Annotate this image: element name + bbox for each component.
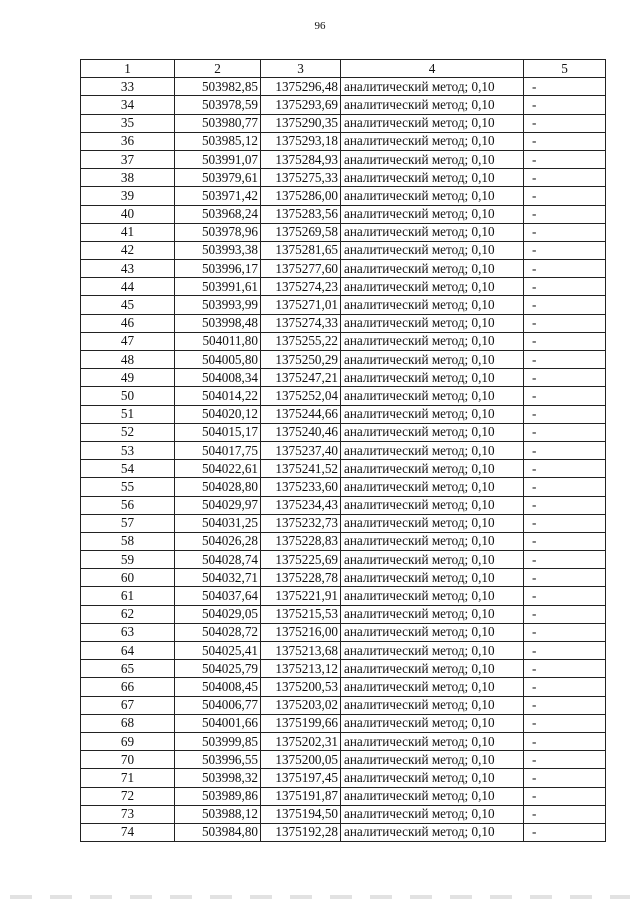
cell-x-coordinate: 504029,05 xyxy=(175,605,261,623)
cell-method-accuracy: аналитический метод; 0,10 xyxy=(341,678,524,696)
cell-y-coordinate: 1375277,60 xyxy=(261,260,341,278)
cell-note: - xyxy=(524,569,606,587)
header-col-5: 5 xyxy=(524,60,606,78)
table-row xyxy=(81,78,606,96)
cell-x-coordinate: 504001,66 xyxy=(175,714,261,732)
cell-point-number: 49 xyxy=(81,369,175,387)
cell-x-coordinate: 504017,75 xyxy=(175,441,261,459)
cell-y-coordinate: 1375200,53 xyxy=(261,678,341,696)
coordinates-table xyxy=(80,59,606,842)
cell-x-coordinate: 503978,59 xyxy=(175,96,261,114)
cell-y-coordinate: 1375228,78 xyxy=(261,569,341,587)
cell-method-accuracy: аналитический метод; 0,10 xyxy=(341,660,524,678)
table-row xyxy=(81,241,606,259)
cell-note: - xyxy=(524,460,606,478)
cell-y-coordinate: 1375202,31 xyxy=(261,732,341,750)
cell-y-coordinate: 1375192,28 xyxy=(261,823,341,841)
cell-point-number: 52 xyxy=(81,423,175,441)
cell-method-accuracy: аналитический метод; 0,10 xyxy=(341,532,524,550)
cell-y-coordinate: 1375293,18 xyxy=(261,132,341,150)
cell-note: - xyxy=(524,369,606,387)
cell-x-coordinate: 504025,79 xyxy=(175,660,261,678)
cell-method-accuracy: аналитический метод; 0,10 xyxy=(341,551,524,569)
cell-note: - xyxy=(524,823,606,841)
cell-method-accuracy: аналитический метод; 0,10 xyxy=(341,187,524,205)
cell-point-number: 68 xyxy=(81,714,175,732)
cell-y-coordinate: 1375286,00 xyxy=(261,187,341,205)
table-row xyxy=(81,187,606,205)
cell-method-accuracy: аналитический метод; 0,10 xyxy=(341,514,524,532)
table-row xyxy=(81,569,606,587)
cell-y-coordinate: 1375213,68 xyxy=(261,642,341,660)
table-row xyxy=(81,332,606,350)
cell-x-coordinate: 503996,17 xyxy=(175,260,261,278)
cell-note: - xyxy=(524,78,606,96)
cell-x-coordinate: 504031,25 xyxy=(175,514,261,532)
cell-point-number: 45 xyxy=(81,296,175,314)
cell-x-coordinate: 503978,96 xyxy=(175,223,261,241)
cell-method-accuracy: аналитический метод; 0,10 xyxy=(341,114,524,132)
cell-method-accuracy: аналитический метод; 0,10 xyxy=(341,369,524,387)
table-row xyxy=(81,551,606,569)
cell-x-coordinate: 503991,07 xyxy=(175,150,261,168)
cell-x-coordinate: 503996,55 xyxy=(175,751,261,769)
cell-x-coordinate: 503985,12 xyxy=(175,132,261,150)
cell-y-coordinate: 1375281,65 xyxy=(261,241,341,259)
cell-point-number: 40 xyxy=(81,205,175,223)
cell-note: - xyxy=(524,769,606,787)
cell-method-accuracy: аналитический метод; 0,10 xyxy=(341,296,524,314)
cell-note: - xyxy=(524,514,606,532)
cell-note: - xyxy=(524,423,606,441)
table-row xyxy=(81,460,606,478)
cell-point-number: 70 xyxy=(81,751,175,769)
table-row xyxy=(81,441,606,459)
cell-y-coordinate: 1375244,66 xyxy=(261,405,341,423)
cell-point-number: 67 xyxy=(81,696,175,714)
cell-method-accuracy: аналитический метод; 0,10 xyxy=(341,696,524,714)
cell-note: - xyxy=(524,223,606,241)
cell-y-coordinate: 1375293,69 xyxy=(261,96,341,114)
cell-y-coordinate: 1375296,48 xyxy=(261,78,341,96)
cell-method-accuracy: аналитический метод; 0,10 xyxy=(341,751,524,769)
cell-x-coordinate: 504005,80 xyxy=(175,351,261,369)
header-col-4: 4 xyxy=(341,60,524,78)
table-row xyxy=(81,623,606,641)
cell-point-number: 56 xyxy=(81,496,175,514)
table-row xyxy=(81,587,606,605)
cell-point-number: 57 xyxy=(81,514,175,532)
header-col-1: 1 xyxy=(81,60,175,78)
cell-note: - xyxy=(524,260,606,278)
page-number: 96 xyxy=(314,20,326,32)
cell-note: - xyxy=(524,623,606,641)
cell-note: - xyxy=(524,114,606,132)
cell-point-number: 71 xyxy=(81,769,175,787)
table-row xyxy=(81,805,606,823)
table-header-row xyxy=(81,60,606,78)
cell-point-number: 54 xyxy=(81,460,175,478)
cell-x-coordinate: 504026,28 xyxy=(175,532,261,550)
cell-x-coordinate: 503993,99 xyxy=(175,296,261,314)
cell-note: - xyxy=(524,478,606,496)
table-row xyxy=(81,787,606,805)
cell-point-number: 62 xyxy=(81,605,175,623)
table-row xyxy=(81,369,606,387)
table-row xyxy=(81,769,606,787)
cell-method-accuracy: аналитический метод; 0,10 xyxy=(341,623,524,641)
cell-note: - xyxy=(524,169,606,187)
cell-note: - xyxy=(524,805,606,823)
cell-method-accuracy: аналитический метод; 0,10 xyxy=(341,169,524,187)
cell-note: - xyxy=(524,714,606,732)
cell-point-number: 64 xyxy=(81,642,175,660)
cell-y-coordinate: 1375216,00 xyxy=(261,623,341,641)
cell-x-coordinate: 503980,77 xyxy=(175,114,261,132)
cell-note: - xyxy=(524,696,606,714)
cell-y-coordinate: 1375250,29 xyxy=(261,351,341,369)
cell-method-accuracy: аналитический метод; 0,10 xyxy=(341,205,524,223)
cell-method-accuracy: аналитический метод; 0,10 xyxy=(341,787,524,805)
cell-point-number: 46 xyxy=(81,314,175,332)
cell-note: - xyxy=(524,132,606,150)
cell-y-coordinate: 1375197,45 xyxy=(261,769,341,787)
cell-method-accuracy: аналитический метод; 0,10 xyxy=(341,569,524,587)
cell-x-coordinate: 504014,22 xyxy=(175,387,261,405)
cell-method-accuracy: аналитический метод; 0,10 xyxy=(341,714,524,732)
cell-note: - xyxy=(524,314,606,332)
cell-method-accuracy: аналитический метод; 0,10 xyxy=(341,387,524,405)
cell-point-number: 72 xyxy=(81,787,175,805)
cell-y-coordinate: 1375271,01 xyxy=(261,296,341,314)
cell-x-coordinate: 504008,45 xyxy=(175,678,261,696)
cell-point-number: 37 xyxy=(81,150,175,168)
cell-point-number: 36 xyxy=(81,132,175,150)
cell-note: - xyxy=(524,150,606,168)
cell-x-coordinate: 504008,34 xyxy=(175,369,261,387)
cell-method-accuracy: аналитический метод; 0,10 xyxy=(341,150,524,168)
cell-y-coordinate: 1375221,91 xyxy=(261,587,341,605)
cell-method-accuracy: аналитический метод; 0,10 xyxy=(341,605,524,623)
table-row xyxy=(81,132,606,150)
cell-point-number: 34 xyxy=(81,96,175,114)
cell-y-coordinate: 1375255,22 xyxy=(261,332,341,350)
cell-point-number: 38 xyxy=(81,169,175,187)
cell-y-coordinate: 1375194,50 xyxy=(261,805,341,823)
cell-x-coordinate: 503971,42 xyxy=(175,187,261,205)
cell-note: - xyxy=(524,405,606,423)
cell-point-number: 53 xyxy=(81,441,175,459)
cell-note: - xyxy=(524,587,606,605)
cell-point-number: 47 xyxy=(81,332,175,350)
cell-note: - xyxy=(524,387,606,405)
cell-y-coordinate: 1375215,53 xyxy=(261,605,341,623)
cell-x-coordinate: 503979,61 xyxy=(175,169,261,187)
table-row xyxy=(81,114,606,132)
cell-note: - xyxy=(524,96,606,114)
cell-x-coordinate: 503989,86 xyxy=(175,787,261,805)
cell-note: - xyxy=(524,678,606,696)
cell-x-coordinate: 504037,64 xyxy=(175,587,261,605)
cell-y-coordinate: 1375275,33 xyxy=(261,169,341,187)
table-row xyxy=(81,205,606,223)
cell-note: - xyxy=(524,278,606,296)
cell-y-coordinate: 1375274,23 xyxy=(261,278,341,296)
table-row xyxy=(81,514,606,532)
table-row xyxy=(81,660,606,678)
cell-method-accuracy: аналитический метод; 0,10 xyxy=(341,441,524,459)
table-row xyxy=(81,423,606,441)
cell-note: - xyxy=(524,351,606,369)
cell-note: - xyxy=(524,732,606,750)
cell-point-number: 44 xyxy=(81,278,175,296)
cell-point-number: 42 xyxy=(81,241,175,259)
cell-x-coordinate: 503982,85 xyxy=(175,78,261,96)
table-row xyxy=(81,823,606,841)
cell-method-accuracy: аналитический метод; 0,10 xyxy=(341,460,524,478)
table-row xyxy=(81,496,606,514)
cell-point-number: 66 xyxy=(81,678,175,696)
table-row xyxy=(81,351,606,369)
cell-x-coordinate: 504028,80 xyxy=(175,478,261,496)
cell-y-coordinate: 1375213,12 xyxy=(261,660,341,678)
table-row xyxy=(81,150,606,168)
cell-point-number: 51 xyxy=(81,405,175,423)
cell-x-coordinate: 504006,77 xyxy=(175,696,261,714)
table-row xyxy=(81,278,606,296)
cell-method-accuracy: аналитический метод; 0,10 xyxy=(341,132,524,150)
cell-note: - xyxy=(524,296,606,314)
cell-note: - xyxy=(524,751,606,769)
cell-x-coordinate: 503988,12 xyxy=(175,805,261,823)
table-row xyxy=(81,605,606,623)
table-row xyxy=(81,314,606,332)
cell-point-number: 69 xyxy=(81,732,175,750)
cell-method-accuracy: аналитический метод; 0,10 xyxy=(341,260,524,278)
scan-footer-noise xyxy=(10,895,630,899)
cell-method-accuracy: аналитический метод; 0,10 xyxy=(341,314,524,332)
table-row xyxy=(81,714,606,732)
cell-point-number: 39 xyxy=(81,187,175,205)
cell-method-accuracy: аналитический метод; 0,10 xyxy=(341,496,524,514)
cell-method-accuracy: аналитический метод; 0,10 xyxy=(341,332,524,350)
cell-method-accuracy: аналитический метод; 0,10 xyxy=(341,223,524,241)
cell-y-coordinate: 1375225,69 xyxy=(261,551,341,569)
cell-x-coordinate: 504015,17 xyxy=(175,423,261,441)
table-row xyxy=(81,260,606,278)
cell-y-coordinate: 1375283,56 xyxy=(261,205,341,223)
cell-x-coordinate: 504025,41 xyxy=(175,642,261,660)
table-row xyxy=(81,751,606,769)
cell-method-accuracy: аналитический метод; 0,10 xyxy=(341,423,524,441)
cell-y-coordinate: 1375234,43 xyxy=(261,496,341,514)
cell-method-accuracy: аналитический метод; 0,10 xyxy=(341,769,524,787)
cell-method-accuracy: аналитический метод; 0,10 xyxy=(341,732,524,750)
cell-point-number: 59 xyxy=(81,551,175,569)
cell-point-number: 63 xyxy=(81,623,175,641)
cell-y-coordinate: 1375233,60 xyxy=(261,478,341,496)
cell-x-coordinate: 504032,71 xyxy=(175,569,261,587)
cell-x-coordinate: 503998,48 xyxy=(175,314,261,332)
cell-y-coordinate: 1375252,04 xyxy=(261,387,341,405)
cell-method-accuracy: аналитический метод; 0,10 xyxy=(341,478,524,496)
cell-x-coordinate: 504028,72 xyxy=(175,623,261,641)
cell-x-coordinate: 503993,38 xyxy=(175,241,261,259)
table-row xyxy=(81,387,606,405)
cell-method-accuracy: аналитический метод; 0,10 xyxy=(341,587,524,605)
table-body xyxy=(81,78,606,842)
cell-y-coordinate: 1375237,40 xyxy=(261,441,341,459)
table-row xyxy=(81,732,606,750)
cell-x-coordinate: 504028,74 xyxy=(175,551,261,569)
cell-note: - xyxy=(524,787,606,805)
cell-note: - xyxy=(524,660,606,678)
cell-x-coordinate: 504029,97 xyxy=(175,496,261,514)
cell-method-accuracy: аналитический метод; 0,10 xyxy=(341,241,524,259)
cell-x-coordinate: 504020,12 xyxy=(175,405,261,423)
cell-point-number: 35 xyxy=(81,114,175,132)
cell-y-coordinate: 1375284,93 xyxy=(261,150,341,168)
cell-y-coordinate: 1375191,87 xyxy=(261,787,341,805)
table-row xyxy=(81,478,606,496)
cell-point-number: 48 xyxy=(81,351,175,369)
cell-y-coordinate: 1375228,83 xyxy=(261,532,341,550)
cell-y-coordinate: 1375290,35 xyxy=(261,114,341,132)
cell-point-number: 74 xyxy=(81,823,175,841)
table-row xyxy=(81,96,606,114)
cell-point-number: 41 xyxy=(81,223,175,241)
cell-method-accuracy: аналитический метод; 0,10 xyxy=(341,278,524,296)
table-row xyxy=(81,642,606,660)
cell-x-coordinate: 504011,80 xyxy=(175,332,261,350)
table-row xyxy=(81,532,606,550)
cell-y-coordinate: 1375200,05 xyxy=(261,751,341,769)
cell-x-coordinate: 503984,80 xyxy=(175,823,261,841)
cell-y-coordinate: 1375269,58 xyxy=(261,223,341,241)
table-row xyxy=(81,405,606,423)
cell-point-number: 73 xyxy=(81,805,175,823)
cell-method-accuracy: аналитический метод; 0,10 xyxy=(341,78,524,96)
cell-point-number: 33 xyxy=(81,78,175,96)
cell-x-coordinate: 504022,61 xyxy=(175,460,261,478)
cell-y-coordinate: 1375274,33 xyxy=(261,314,341,332)
cell-point-number: 55 xyxy=(81,478,175,496)
cell-note: - xyxy=(524,332,606,350)
cell-note: - xyxy=(524,205,606,223)
cell-y-coordinate: 1375203,02 xyxy=(261,696,341,714)
cell-point-number: 50 xyxy=(81,387,175,405)
table-row xyxy=(81,696,606,714)
cell-method-accuracy: аналитический метод; 0,10 xyxy=(341,405,524,423)
cell-y-coordinate: 1375232,73 xyxy=(261,514,341,532)
cell-note: - xyxy=(524,441,606,459)
cell-note: - xyxy=(524,642,606,660)
cell-note: - xyxy=(524,241,606,259)
cell-method-accuracy: аналитический метод; 0,10 xyxy=(341,805,524,823)
cell-method-accuracy: аналитический метод; 0,10 xyxy=(341,823,524,841)
table-row xyxy=(81,223,606,241)
cell-method-accuracy: аналитический метод; 0,10 xyxy=(341,96,524,114)
cell-method-accuracy: аналитический метод; 0,10 xyxy=(341,642,524,660)
cell-note: - xyxy=(524,551,606,569)
cell-y-coordinate: 1375247,21 xyxy=(261,369,341,387)
header-col-3: 3 xyxy=(261,60,341,78)
cell-x-coordinate: 503968,24 xyxy=(175,205,261,223)
cell-x-coordinate: 503999,85 xyxy=(175,732,261,750)
table-row xyxy=(81,169,606,187)
cell-note: - xyxy=(524,496,606,514)
cell-point-number: 43 xyxy=(81,260,175,278)
header-col-2: 2 xyxy=(175,60,261,78)
cell-y-coordinate: 1375240,46 xyxy=(261,423,341,441)
cell-point-number: 61 xyxy=(81,587,175,605)
cell-y-coordinate: 1375241,52 xyxy=(261,460,341,478)
table-row xyxy=(81,678,606,696)
table-row xyxy=(81,296,606,314)
cell-note: - xyxy=(524,532,606,550)
cell-point-number: 65 xyxy=(81,660,175,678)
cell-point-number: 58 xyxy=(81,532,175,550)
cell-x-coordinate: 503991,61 xyxy=(175,278,261,296)
cell-y-coordinate: 1375199,66 xyxy=(261,714,341,732)
cell-x-coordinate: 503998,32 xyxy=(175,769,261,787)
cell-point-number: 60 xyxy=(81,569,175,587)
cell-method-accuracy: аналитический метод; 0,10 xyxy=(341,351,524,369)
cell-note: - xyxy=(524,187,606,205)
cell-note: - xyxy=(524,605,606,623)
